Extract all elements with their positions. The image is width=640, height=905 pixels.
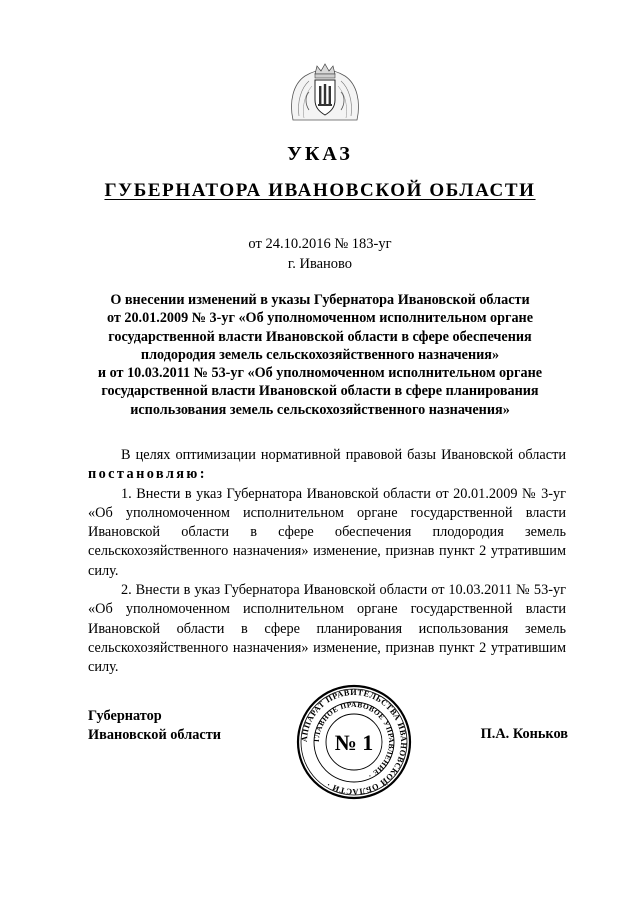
preamble-paragraph	[88, 446, 566, 485]
coat-of-arms-icon	[287, 62, 363, 124]
decree-word: постановляю:	[88, 466, 207, 483]
seal-number: № 1	[334, 730, 374, 755]
document-type-title: УКАЗ	[287, 143, 353, 165]
document-body	[88, 446, 566, 678]
document-place: г. Иваново	[287, 256, 353, 272]
document-date-number: от 24.10.2016 № 183-уг	[248, 236, 392, 252]
subject-line: и от 10.03.2011 № 53-уг «Об уполномоченном исполнительном органе	[97, 365, 543, 382]
subject-line: от 20.01.2009 № 3-уг «Об уполномоченном исполнительном органе	[106, 310, 534, 327]
document-subject	[60, 291, 580, 419]
document-author-title	[0, 180, 640, 202]
signatory-name: П.А. Коньков	[480, 726, 568, 742]
subject-line: государственной власти Ивановской области в сфере обеспечения	[108, 328, 532, 345]
signatory-position	[88, 707, 221, 744]
signatory-position-line: Ивановской области	[88, 726, 221, 743]
author-text: ГУБЕРНАТОРА ИВАНОВСКОЙ ОБЛАСТИ	[104, 180, 536, 201]
signatory-position-line: Губернатор	[88, 708, 162, 724]
subject-line: плодородия земель сельскохозяйственного назначения»	[140, 346, 500, 363]
seal-ring-text: АППАРАТ ПРАВИТЕЛЬСТВА ИВАНОВСКОЙ ОБЛАСТИ ·	[299, 687, 409, 797]
seal-inner-text: ГЛАВНОЕ ПРАВОВОЕ УПРАВЛЕНИЕ ·	[311, 699, 397, 781]
decree-item-1: 1. Внести в указ Губернатора Ивановской области от 20.01.2009 № 3-уг «Об уполномоченном исполнительном органе государственной власти Ивановской области в сфере обеспечения плодородия земель сельскохозяйственного назначения» изменение, признав пункт 2 утратившим силу.	[88, 485, 566, 579]
subject-line: О внесении изменений в указы Губернатора Ивановской области	[110, 292, 530, 308]
preamble-text: В целях оптимизации нормативной правовой базы Ивановской области	[121, 447, 566, 463]
official-seal	[296, 684, 412, 800]
subject-line: использования земель сельскохозяйственного назначения»	[130, 401, 510, 418]
decree-item-2: 2. Внести в указ Губернатора Ивановской области от 10.03.2011 № 53-уг «Об уполномоченном исполнительном органе государственной власти Ивановской области в сфере планирования использования земель сельскохозяйственного назначения» изменение, признав пункт 2 утратившим силу.	[88, 582, 566, 676]
subject-line: государственной власти Ивановской области в сфере планирования	[101, 383, 539, 400]
